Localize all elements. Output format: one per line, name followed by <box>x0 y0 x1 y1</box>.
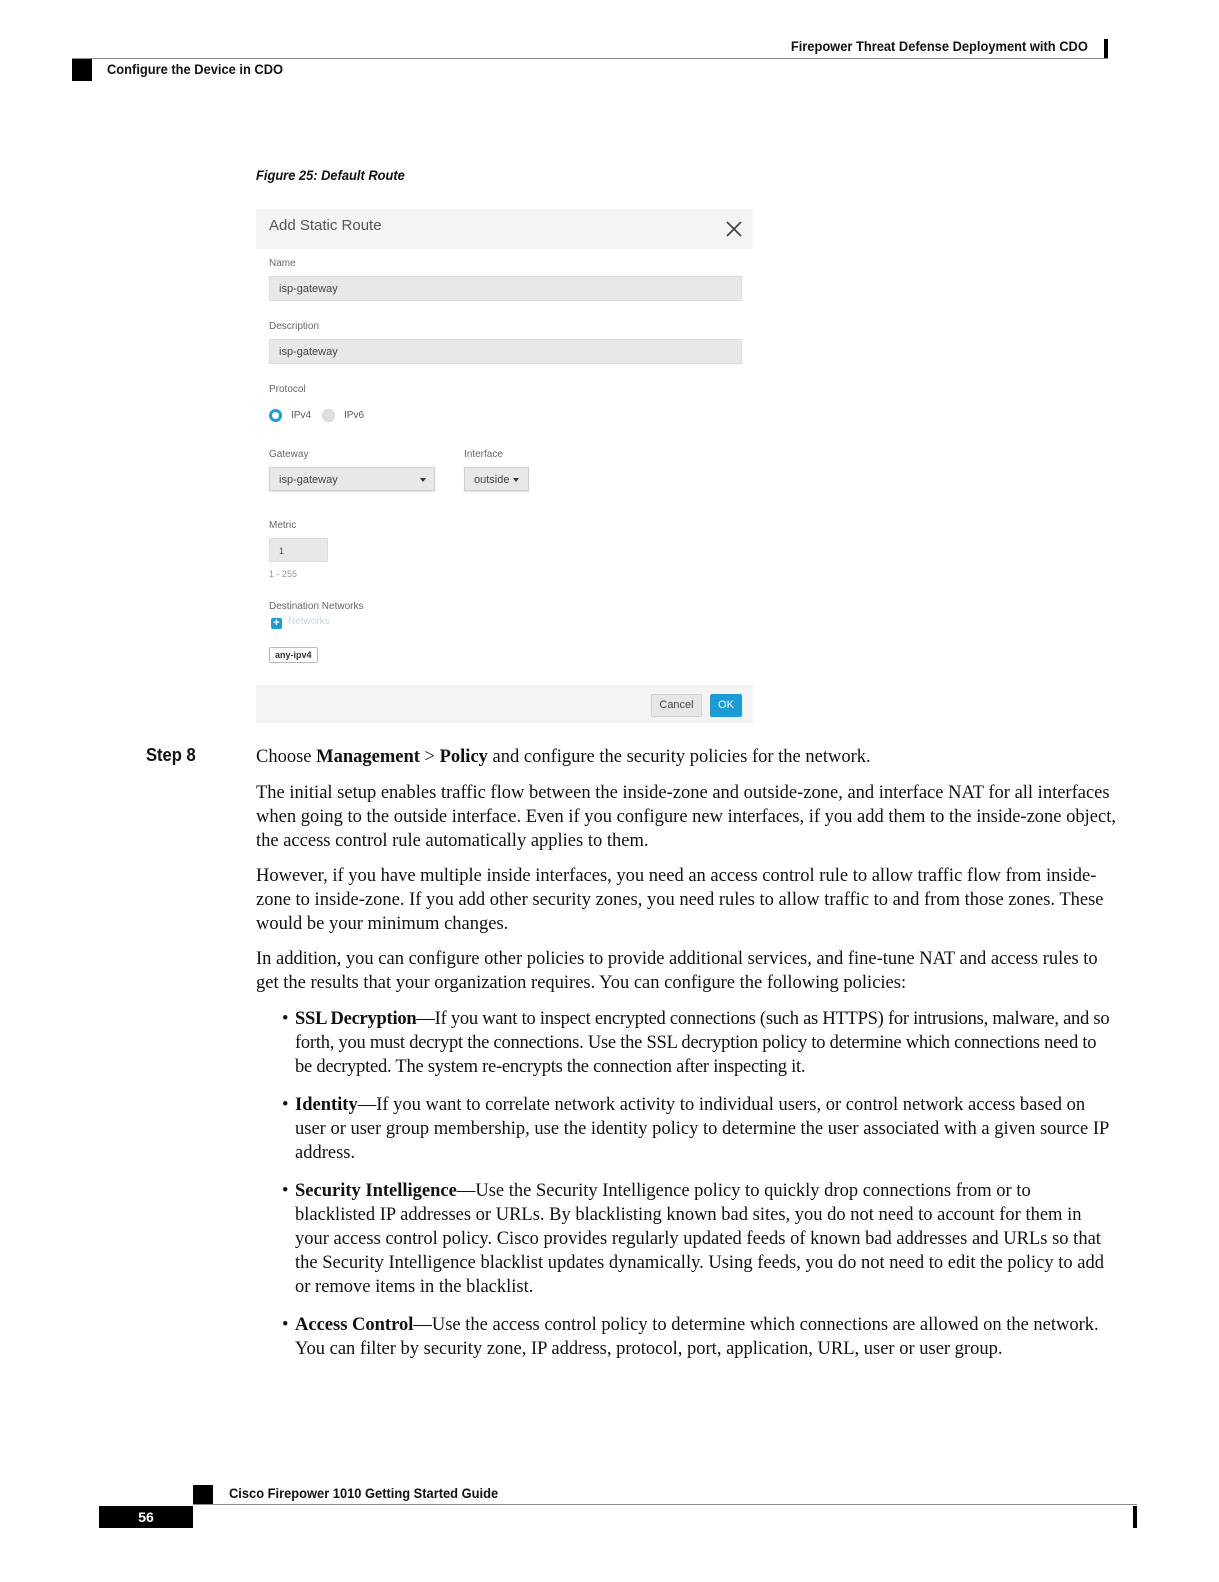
cancel-button[interactable]: Cancel <box>651 694 702 717</box>
protocol-ipv6-label: IPv6 <box>344 410 365 421</box>
footer-marker-block <box>193 1485 213 1504</box>
footer-rule <box>193 1504 1137 1505</box>
network-chip[interactable]: any-ipv4 <box>269 647 318 663</box>
name-label: Name <box>269 258 296 269</box>
gateway-select[interactable] <box>269 467 435 491</box>
metric-range-hint: 1 - 255 <box>269 569 298 579</box>
bullet-term: Access Control <box>295 1315 414 1335</box>
bullet-body <box>295 1007 1113 1079</box>
destination-networks-label: Destination Networks <box>269 601 364 612</box>
description-input[interactable]: isp-gateway <box>269 339 742 364</box>
ok-button[interactable]: OK <box>710 694 742 717</box>
add-network-text[interactable]: Networks <box>288 616 330 627</box>
add-static-route-dialog <box>256 209 753 723</box>
chevron-down-icon <box>513 478 519 482</box>
protocol-ipv6-radio[interactable] <box>322 409 335 422</box>
protocol-label: Protocol <box>269 384 306 395</box>
bullet-dot: • <box>282 1315 289 1335</box>
name-input[interactable]: isp-gateway <box>269 276 742 301</box>
paragraph-multiple-interfaces: However, if you have multiple inside interfaces, you need an access control rule to allow traffic flow from inside-zone to inside-zone. If you add other security zones, you need rules to allow traffic to and from those zones. These would be your minimum changes. <box>256 866 1104 934</box>
bullet-body <box>295 1179 1113 1299</box>
figure-caption: Figure 25: Default Route <box>256 167 405 183</box>
interface-select[interactable] <box>464 467 529 491</box>
bullet-dot: • <box>282 1095 289 1115</box>
step-label: Step 8 <box>146 745 196 765</box>
footer-end-bar <box>1133 1506 1137 1528</box>
protocol-ipv4-radio[interactable] <box>269 409 282 422</box>
bullet-description: —If you want to correlate network activity to individual users, or control network access based on user or user group membership, use the identity policy to determine the user associated with a given source IP address. <box>295 1095 1109 1163</box>
paragraph-initial-setup: The initial setup enables traffic flow between the inside-zone and outside-zone, and interface NAT for all interfaces when going to the outside interface. Even if you configure new interfaces, if you add them to the inside-zone object, the access control rule automatically applies to them. <box>256 783 1116 851</box>
paragraph-additional-policies: In addition, you can configure other policies to provide additional services, and fine-tune NAT and access rules to get the results that your organization requires. You can configure the following policies: <box>256 949 1098 993</box>
step-intro-pre: Choose <box>256 747 317 767</box>
page-number: 56 <box>138 1509 154 1525</box>
bullet-term: SSL Decryption <box>295 1009 417 1029</box>
bullet-dot: • <box>282 1181 289 1201</box>
header-rule <box>72 58 1108 59</box>
dialog-title: Add Static Route <box>269 217 382 234</box>
page-number-block <box>99 1506 193 1528</box>
gateway-label: Gateway <box>269 449 309 460</box>
chapter-marker-block <box>72 59 92 81</box>
step-intro <box>256 745 1116 769</box>
step-intro-post: and configure the security policies for the network. <box>487 747 871 767</box>
bullet-description: —Use the Security Intelligence policy to quickly drop connections from or to blacklisted IP addresses or URLs. By blacklisting known bad sites, you do not need to account for them in your access control policy. Cisco provides regularly updated feeds of known bad addresses and URLs so that the Security Intelligence blacklist updates dynamically. Using feeds, you do not need to edit the policy to add or remove items in the blacklist. <box>295 1181 1104 1297</box>
interface-select-value: outside <box>474 474 510 486</box>
metric-label: Metric <box>269 520 297 531</box>
footer-guide-title: Cisco Firepower 1010 Getting Started Guide <box>229 1485 499 1501</box>
bullet-description: —If you want to inspect encrypted connections (such as HTTPS) for intrusions, malware, and so forth, you must decrypt the connections. Use the SSL decryption policy to determine which connections need to be decrypted. The system re-encrypts the connection after inspecting it. <box>295 1009 1110 1077</box>
description-label: Description <box>269 321 320 332</box>
dialog-header <box>256 209 753 249</box>
header-marker-bar <box>1104 39 1108 58</box>
bullet-description: —Use the access control policy to determine which connections are allowed on the network. You can filter by security zone, IP address, protocol, port, application, URL, user or user group. <box>295 1315 1099 1359</box>
protocol-ipv4-label: IPv4 <box>291 410 312 421</box>
metric-input[interactable]: 1 <box>269 538 328 562</box>
add-network-plus-icon[interactable]: + <box>271 618 282 629</box>
bullet-dot: • <box>282 1009 289 1029</box>
running-header-section: Configure the Device in CDO <box>107 61 284 77</box>
interface-label: Interface <box>464 449 503 460</box>
close-icon[interactable] <box>722 217 746 241</box>
chevron-down-icon <box>420 478 426 482</box>
menu-management: Management <box>316 747 420 767</box>
bullet-body <box>295 1093 1113 1165</box>
bullet-body <box>295 1313 1113 1361</box>
step-intro-sep: > <box>419 747 440 767</box>
menu-policy: Policy <box>439 747 488 767</box>
bullet-term: Security Intelligence <box>295 1181 457 1201</box>
running-header-title: Firepower Threat Defense Deployment with CDO <box>790 38 1088 54</box>
bullet-term: Identity <box>295 1095 358 1115</box>
dialog-footer <box>256 685 753 723</box>
gateway-select-value: isp-gateway <box>279 474 338 486</box>
